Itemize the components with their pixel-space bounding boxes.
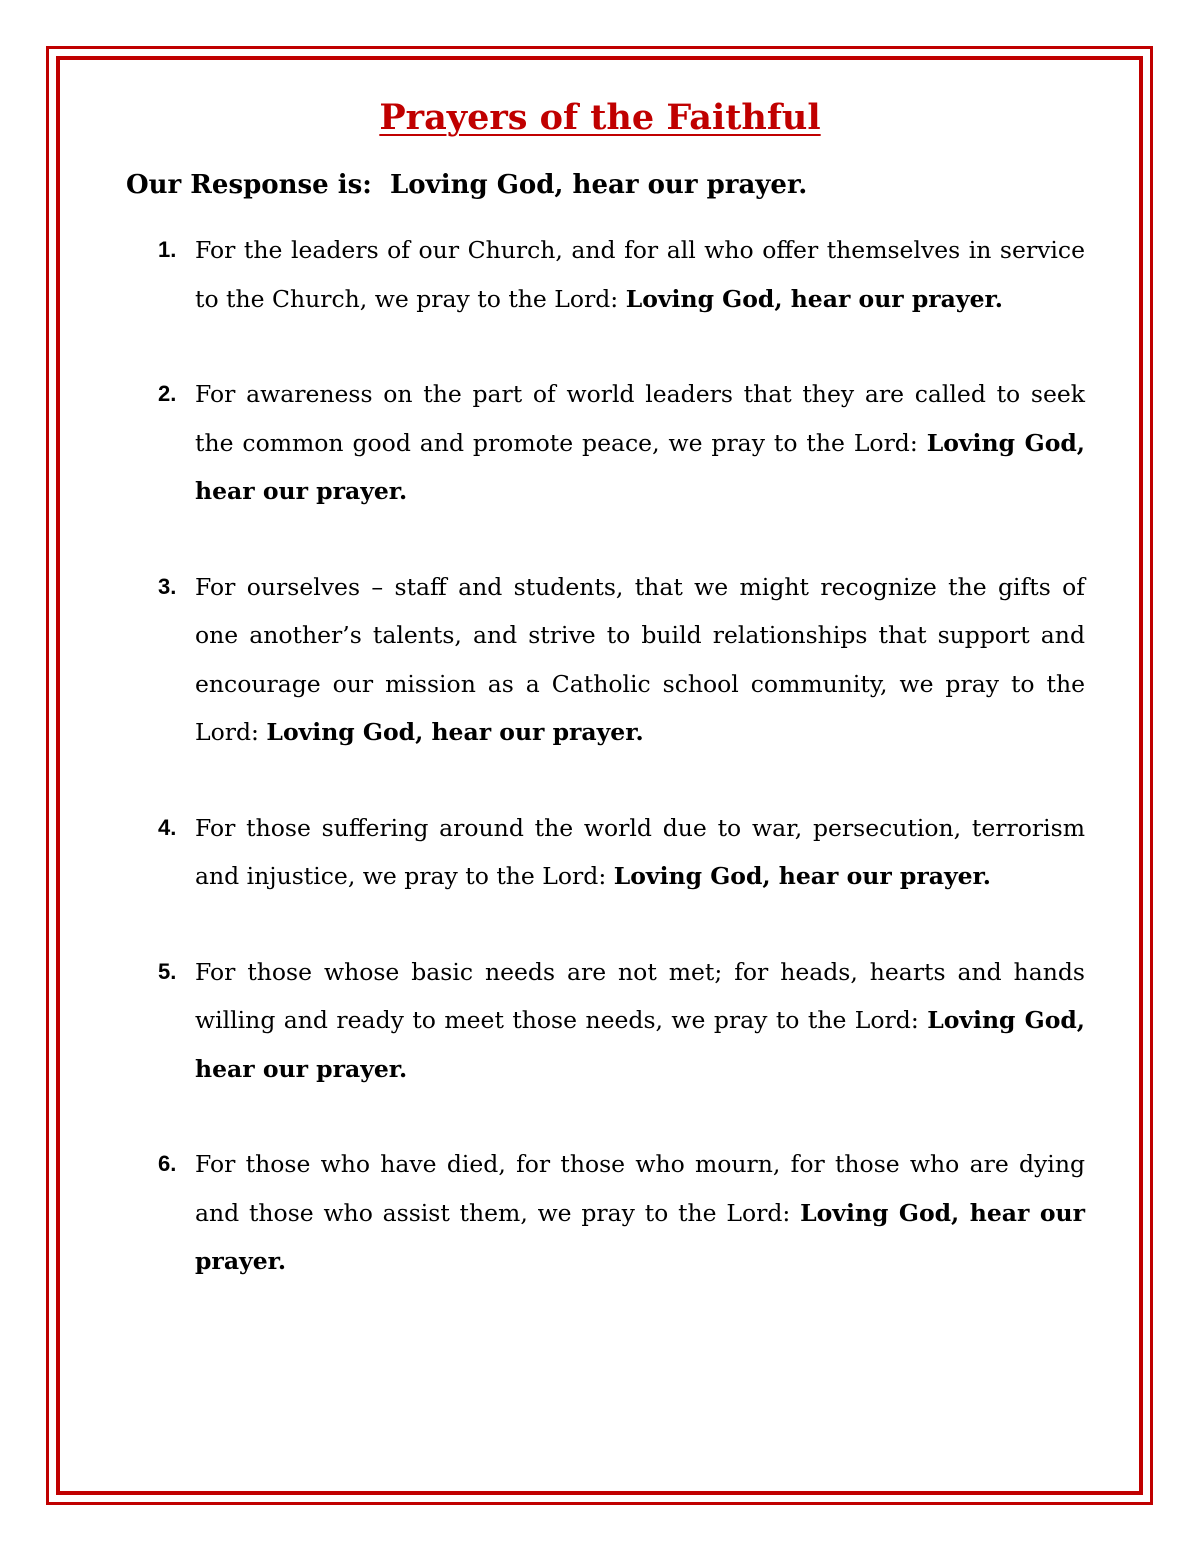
prayer-response: Loving God, hear our prayer. xyxy=(266,718,644,746)
prayer-list xyxy=(150,226,1085,1333)
prayer-response: Loving God, hear our prayer. xyxy=(195,428,1085,505)
page-title-text: Prayers of the Faithful xyxy=(379,97,821,138)
prayer-text: For those suffering around the world due to war, persecution, terrorism and injustice, we pray to the Lord: xyxy=(195,813,1085,890)
prayer-text: For those who have died, for those who mourn, for those who are dying and those who assist them, we pray to the Lord: xyxy=(195,1150,1085,1227)
prayer-item xyxy=(150,804,1085,901)
page-title xyxy=(0,97,1200,138)
prayer-response: Loving God, hear our prayer. xyxy=(613,862,991,890)
response-label: Our Response is: xyxy=(126,170,372,200)
prayer-text: For the leaders of our Church, and for all who offer themselves in service to the Church, we pray to the Lord: xyxy=(195,236,1085,313)
prayer-text: For awareness on the part of world leaders that they are called to seek the common good and promote peace, we pray to the Lord: xyxy=(195,380,1085,457)
prayer-number: 1. xyxy=(158,237,177,262)
prayer-item xyxy=(150,948,1085,1094)
response-line xyxy=(126,170,807,200)
prayer-item xyxy=(150,370,1085,516)
prayer-item xyxy=(150,226,1085,323)
prayer-response: Loving God, hear our prayer. xyxy=(195,1198,1086,1275)
prayer-response: Loving God, hear our prayer. xyxy=(195,1006,1085,1083)
prayer-number: 6. xyxy=(158,1151,177,1176)
prayer-number: 5. xyxy=(158,958,177,984)
prayer-text: For ourselves – staff and students, that we might recognize the gifts of one another’s talents, and strive to build relationships that support and encourage our mission as a Catholic school community, we pray to the Lord: xyxy=(195,572,1085,746)
prayer-number: 3. xyxy=(158,573,177,599)
prayer-response: Loving God, hear our prayer. xyxy=(625,284,1003,313)
prayer-item xyxy=(150,563,1085,757)
prayer-item xyxy=(150,1140,1085,1286)
prayer-number: 2. xyxy=(158,381,177,406)
prayer-number: 4. xyxy=(158,814,177,840)
response-text: Loving God, hear our prayer. xyxy=(389,170,808,200)
prayer-text: For those whose basic needs are not met; for heads, hearts and hands willing and ready to meet those needs, we pray to the Lord: xyxy=(195,957,1085,1034)
